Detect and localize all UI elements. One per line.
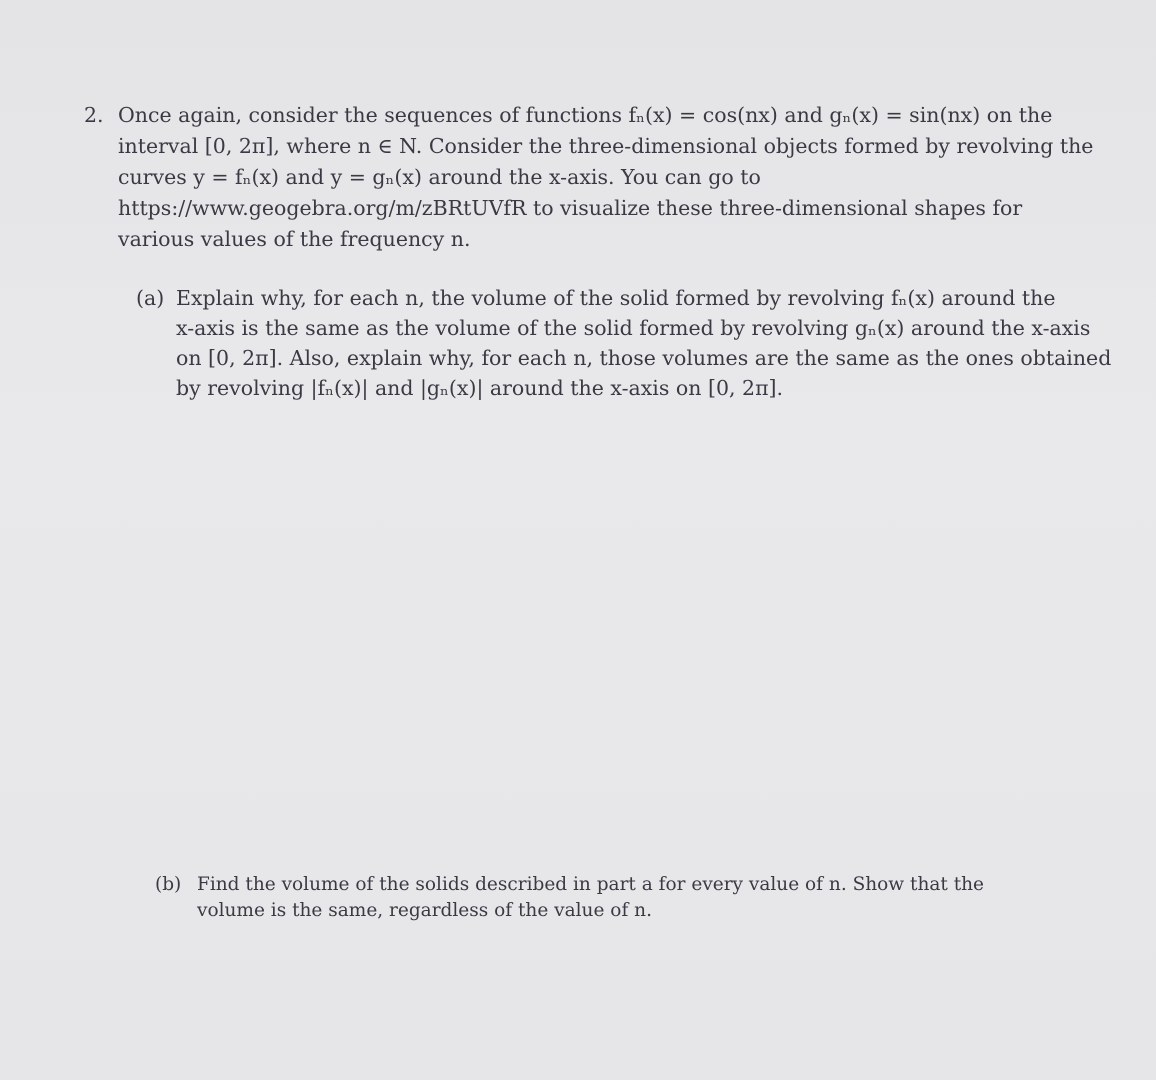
problem-number: 2.: [84, 103, 104, 127]
part-a-line: Explain why, for each n, the volume of the solid formed by revolving fₙ(x) around the: [176, 286, 1056, 310]
part-a-text: [176, 283, 1126, 403]
part-a-label: (a): [136, 286, 165, 310]
part-b: [155, 872, 1035, 924]
problem-2: [84, 100, 1104, 255]
problem-line-link[interactable]: https://www.geogebra.org/m/zBRtUVfR to visualize these three-dimensional shapes for: [118, 196, 1023, 220]
problem-statement: [118, 100, 1104, 255]
problem-line: Once again, consider the sequences of functions fₙ(x) = cos(nx) and gₙ(x) = sin(nx) on the: [118, 103, 1053, 127]
problem-line: interval [0, 2π], where n ∈ N. Consider the three-dimensional objects formed by revolving the: [118, 134, 1094, 158]
part-b-line: Find the volume of the solids described in part a for every value of n. Show that the: [197, 874, 985, 895]
part-a-line: on [0, 2π]. Also, explain why, for each n, those volumes are the same as the ones obtained: [176, 346, 1112, 370]
problem-line: various values of the frequency n.: [118, 227, 471, 251]
part-a-line: by revolving |fₙ(x)| and |gₙ(x)| around the x-axis on [0, 2π].: [176, 376, 784, 400]
part-a: [136, 283, 1126, 403]
part-a-line: x-axis is the same as the volume of the solid formed by revolving gₙ(x) around the x-axis: [176, 316, 1091, 340]
part-b-text: [197, 872, 1035, 924]
part-b-line: volume is the same, regardless of the value of n.: [197, 900, 652, 921]
problem-line: curves y = fₙ(x) and y = gₙ(x) around the x-axis. You can go to: [118, 165, 761, 189]
part-b-label: (b): [155, 874, 182, 895]
